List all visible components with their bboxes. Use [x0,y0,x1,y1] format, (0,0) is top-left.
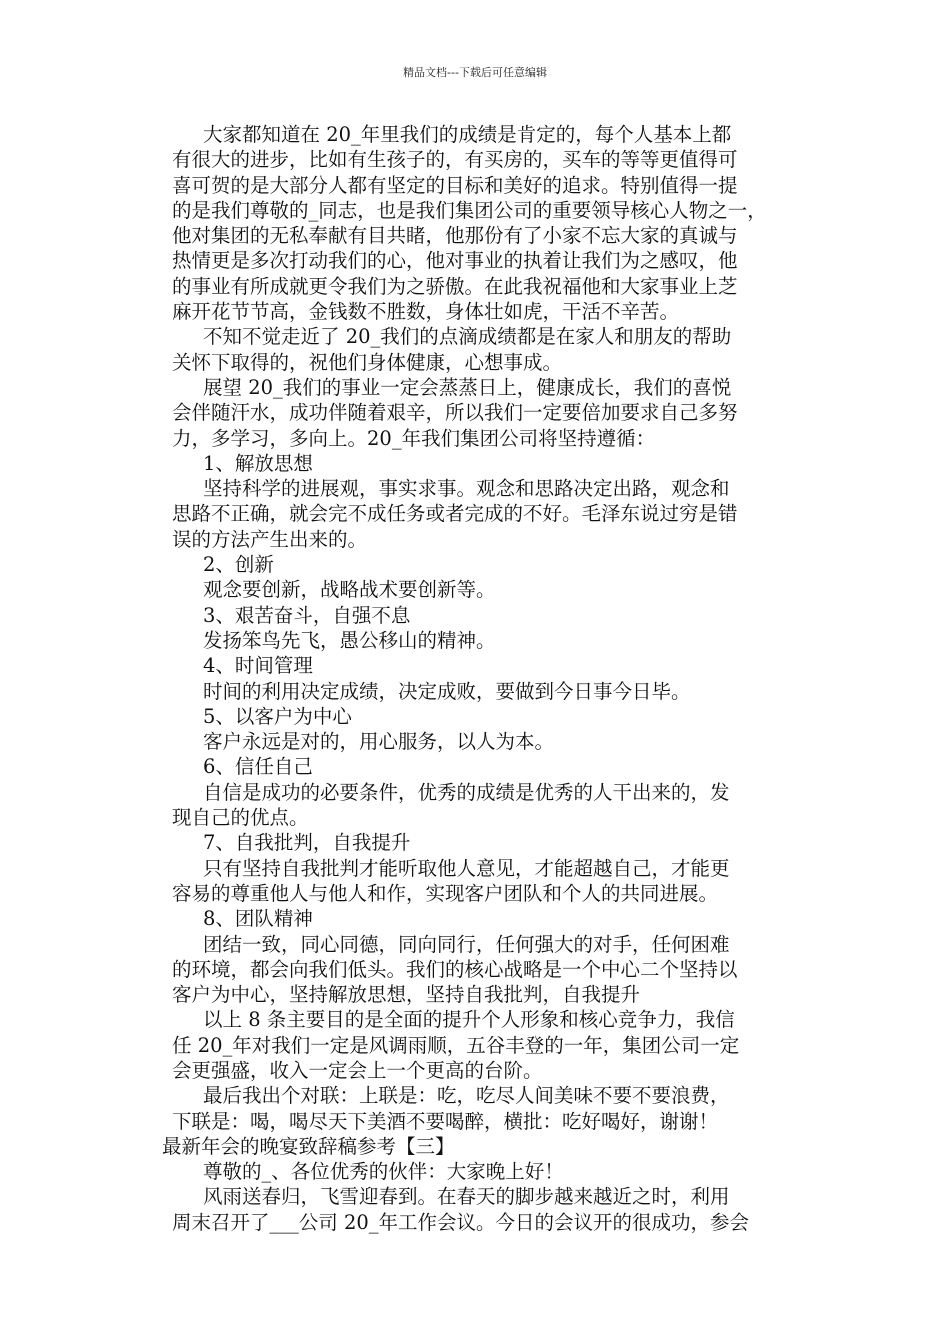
text-line: 5、以客户为中心 [203,704,352,728]
text-line: 误的方法产生出来的。 [172,527,368,551]
text-line: 观念要创新，战略战术要创新等。 [203,578,496,602]
text-line: 容易的尊重他人与他人和作，实现客户团队和个人的共同进展。 [172,881,719,905]
text-line: 力，多学习，多向上。20_年我们集团公司将坚持遵循： [172,426,656,450]
text-line: 思路不正确，就会完不成任务或者完成的不好。毛泽东说过穷是错 [172,502,738,526]
text-line: 2、创新 [203,553,274,577]
text-line: 4、时间管理 [203,654,313,678]
text-line: 风雨送春归，飞雪迎春到。在春天的脚步越来越近之时，利用 [203,1185,730,1209]
text-line: 他对集团的无私奉献有目共睹，他那份有了小家不忘大家的真诚与 [172,224,738,248]
text-line: 麻开花节节高，金钱数不胜数，身体壮如虎，干活不辛苦。 [172,300,680,324]
text-line: 热情更是多次打动我们的心，他对事业的执着让我们为之感叹，他 [172,249,738,273]
text-line: 下联是：喝，喝尽天下美酒不要喝醉，横批：吃好喝好，谢谢！ [172,1109,719,1133]
page-header: 精品文档---下载后可任意编辑 [403,66,547,79]
text-line: 发扬笨鸟先飞，愚公移山的精神。 [203,628,496,652]
text-line: 以上 8 条主要目的是全面的提升个人形象和核心竞争力，我信 [203,1008,735,1032]
text-line: 客户永远是对的，用心服务，以人为本。 [203,730,555,754]
text-line: 的是我们尊敬的_同志，也是我们集团公司的重要领导核心人物之一， [172,198,767,222]
text-line: 自信是成功的必要条件，优秀的成绩是优秀的人干出来的，发 [203,780,730,804]
text-line: 有很大的进步，比如有生孩子的，有买房的，买车的等等更值得可 [172,148,738,172]
text-line: 坚持科学的进展观，事实求事。观念和思路决定出路，观念和 [203,477,730,501]
text-line: 1、解放思想 [203,451,313,475]
text-line: 展望 20_我们的事业一定会蒸蒸日上，健康成长，我们的喜悦 [203,375,732,399]
text-line: 3、艰苦奋斗，自强不息 [203,603,411,627]
text-line: 会伴随汗水，成功伴随着艰辛，所以我们一定要倍加要求自己多努 [172,401,738,425]
text-line: 大家都知道在 20_年里我们的成绩是肯定的，每个人基本上都 [203,123,732,146]
text-line: 最后我出个对联：上联是：吃，吃尽人间美味不要不要浪费， [203,1084,730,1108]
text-line: 客户为中心，坚持解放思想，坚持自我批判，自我提升 [172,983,641,1007]
text-line: 周末召开了___公司 20_年工作会议。今日的会议开的很成功，参会 [172,1210,750,1234]
text-line: 不知不觉走近了 20_我们的点滴成绩都是在家人和朋友的帮助 [203,325,732,349]
text-line: 的环境，都会向我们低头。我们的核心战略是一个中心二个坚持以 [172,957,738,981]
text-line: 关怀下取得的，祝他们身体健康，心想事成。 [172,350,563,374]
text-line: 8、团队精神 [203,907,313,931]
text-line: 6、信任自己 [203,755,313,779]
text-line: 7、自我批判，自我提升 [203,831,411,855]
text-line: 尊敬的_、各位优秀的伙伴：大家晚上好！ [203,1160,564,1184]
document-body [162,122,820,1235]
text-line: 时间的利用决定成绩，决定成败，要做到今日事今日毕。 [203,679,691,703]
text-line: 的事业有所成就更令我们为之骄傲。在此我祝福他和大家事业上芝 [172,274,738,298]
text-line: 只有坚持自我批判才能听取他人意见，才能超越自己，才能更 [203,856,730,880]
section-heading: 最新年会的晚宴致辞稿参考【三】 [162,1134,455,1158]
text-line: 喜可贺的是大部分人都有坚定的目标和美好的追求。特别值得一提 [172,173,738,197]
text-line: 任 20_年对我们一定是风调雨顺，五谷丰登的一年，集团公司一定 [172,1033,740,1057]
text-line: 会更强盛，收入一定会上一个更高的台阶。 [172,1058,543,1082]
text-line: 现自己的优点。 [172,806,309,830]
text-line: 团结一致，同心同德，同向同行，任何强大的对手，任何困难 [203,932,730,956]
